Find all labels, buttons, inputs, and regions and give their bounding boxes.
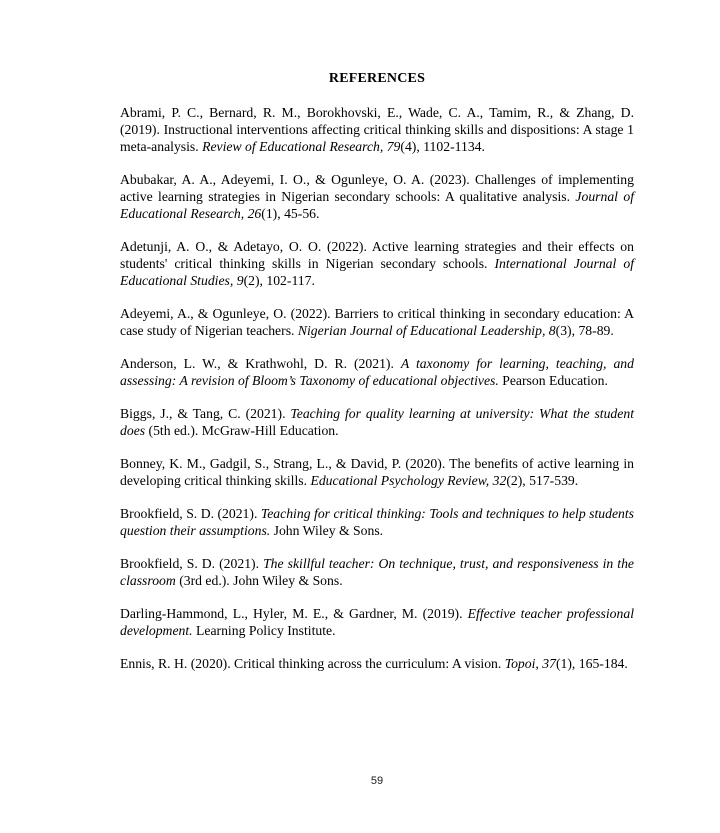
reference-entry (120, 555, 634, 589)
reference-text: Anderson, L. W., & Krathwohl, D. R. (2021). (120, 356, 401, 371)
reference-italic-text: Effective teacher professional development. (120, 606, 635, 638)
reference-italic-text: Journal of Educational Research, 26 (120, 189, 634, 221)
reference-italic-text: Nigerian Journal of Educational Leadership, 8 (297, 323, 556, 338)
reference-text: Abrami, P. C., Bernard, R. M., Borokhovski, E., Wade, C. A., Tamim, R., & Zhang, D. (2019). Instructional interventions affecting critical thinking skills and dispositions: A stage 1 meta-analysis. (120, 105, 634, 154)
reference-text: Abubakar, A. A., Adeyemi, I. O., & Ogunleye, O. A. (2023). Challenges of implementing active learning strategies in Nigerian secondary schools: A qualitative analysis. (120, 172, 634, 204)
reference-text: (1), 45-56. (261, 206, 320, 221)
reference-italic-text: International Journal of Educational Studies, 9 (120, 256, 634, 288)
reference-text: Brookfield, S. D. (2021). (120, 506, 261, 521)
reference-entry (120, 171, 634, 222)
reference-text: (3), 78-89. (555, 323, 614, 338)
reference-text: Learning Policy Institute. (192, 623, 336, 638)
reference-text: John Wiley & Sons. (270, 523, 384, 538)
reference-text: Ennis, R. H. (2020). Critical thinking across the curriculum: A vision. (120, 656, 505, 671)
reference-entry (120, 405, 634, 439)
reference-italic-text: Teaching for critical thinking: Tools and techniques to help students question their assumptions. (120, 506, 634, 538)
reference-entry (120, 505, 634, 539)
reference-text: (3rd ed.). John Wiley & Sons. (175, 573, 343, 588)
reference-text: (5th ed.). McGraw-Hill Education. (145, 423, 339, 438)
reference-list (120, 104, 634, 672)
reference-text: Adetunji, A. O., & Adetayo, O. O. (2022). Active learning strategies and their effects on students' critical thinking skills in Nigerian secondary schools. (120, 239, 634, 271)
page-number: 59 (370, 775, 384, 787)
reference-italic-text: Teaching for quality learning at university: What the student does (120, 406, 634, 438)
reference-text: Brookfield, S. D. (2021). (120, 556, 264, 571)
section-heading: REFERENCES (328, 71, 426, 86)
reference-text: Darling-Hammond, L., Hyler, M. E., & Gardner, M. (2019). (120, 606, 468, 621)
references-section (120, 70, 634, 672)
reference-italic-text: Educational Psychology Review, 32 (310, 473, 507, 488)
reference-entry (120, 455, 634, 489)
reference-text: Adeyemi, A., & Ogunleye, O. (2022). Barriers to critical thinking in secondary education: A case study of Nigerian teachers. (120, 306, 634, 338)
reference-italic-text: Topoi, 37 (504, 656, 556, 671)
reference-text: (2), 102-117. (243, 273, 315, 288)
reference-text: (1), 165-184. (555, 656, 628, 671)
reference-entry (120, 655, 634, 672)
reference-text: (4), 1102-1134. (400, 139, 485, 154)
reference-entry (120, 355, 634, 389)
reference-entry (120, 605, 634, 639)
reference-text: Biggs, J., & Tang, C. (2021). (120, 406, 291, 421)
reference-entry (120, 104, 634, 155)
reference-entry (120, 305, 634, 339)
reference-text: (2), 517-539. (506, 473, 579, 488)
reference-italic-text: A taxonomy for learning, teaching, and assessing: A revision of Bloom’s Taxonomy of educational objectives. (120, 356, 634, 388)
reference-italic-text: Review of Educational Research, 79 (202, 139, 401, 154)
reference-text: Pearson Education. (498, 373, 608, 388)
reference-entry (120, 238, 634, 289)
reference-italic-text: The skillful teacher: On technique, trust, and responsiveness in the classroom (120, 556, 634, 588)
reference-text: Bonney, K. M., Gadgil, S., Strang, L., & David, P. (2020). The benefits of active learning in developing critical thinking skills. (120, 456, 634, 488)
